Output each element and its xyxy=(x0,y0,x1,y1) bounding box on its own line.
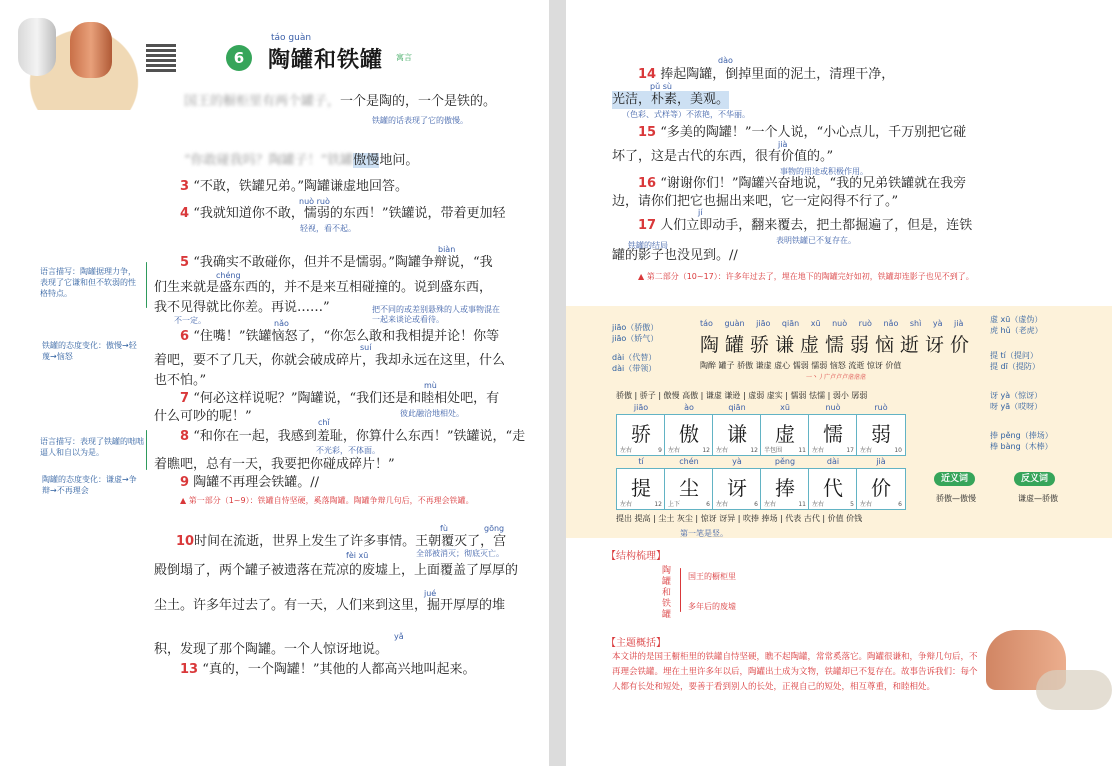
char-pinyin: nuò xyxy=(825,403,841,412)
pinyin-note: mù xyxy=(424,381,437,390)
char-box xyxy=(856,403,906,456)
char-box xyxy=(760,457,810,510)
text-line: 边，请你们把它也掘出来吧，它一定闷得不行了。” xyxy=(612,194,899,209)
char-stroke-count: 9 xyxy=(658,447,662,454)
text-line: 着吧，要不了几天，你就会破成碎片，我却永远在这里，什么 xyxy=(154,353,506,368)
char-stroke-count: 11 xyxy=(798,501,806,508)
char-structure: 左右 xyxy=(620,501,633,508)
side-note: 铁罐的态度变化：傲慢→轻蔑→恼怒 xyxy=(42,341,137,361)
char-stroke-count: 6 xyxy=(706,501,710,508)
char-structure: 左右 xyxy=(716,501,729,508)
text-line: 8 “和你在一起，我感到羞耻，你算什么东西！”铁罐说，“走 xyxy=(180,429,526,444)
char-box xyxy=(712,457,762,510)
char-structure: 左右 xyxy=(716,447,729,454)
text-line: 国王的橱柜里有两个罐子，一个是陶的，一个是铁的。 xyxy=(184,94,497,109)
text-line: 积，发现了那个陶罐。一个人惊讶地说。 xyxy=(154,642,389,657)
annotation: 铁罐的结局 xyxy=(628,241,668,250)
annotation: 把不同的或差别悬殊的人或事物混在一起来谈论或看待。 xyxy=(372,305,500,324)
char-structure: 半包围 xyxy=(764,447,783,454)
annotation: 表明铁罐已不复存在。 xyxy=(776,236,856,245)
structure-item: 国王的橱柜里 xyxy=(688,572,736,581)
char-glyph: 谦 xyxy=(727,422,747,446)
section-summary: ▲ 第一部分（1~9）：铁罐自恃坚硬，奚落陶罐。陶罐争辩几句后，不再理会铁罐。 xyxy=(180,496,474,505)
char-pinyin: yà xyxy=(732,457,742,466)
section-summary: ▲ 第二部分（10~17）：许多年过去了，埋在地下的陶罐完好如初，铁罐却连影子也见不到了。 xyxy=(638,272,974,281)
char-pinyin: xū xyxy=(780,403,790,412)
char-glyph: 讶 xyxy=(727,476,747,500)
text-line: 什么可吵的呢！” xyxy=(154,409,252,424)
annotation: 铁罐的话表现了它的傲慢。 xyxy=(372,116,468,125)
char-structure: 左右 xyxy=(860,501,873,508)
pinyin-note: dào xyxy=(718,56,733,65)
pinyin-note: fèi xū xyxy=(346,551,369,560)
brace xyxy=(146,430,147,470)
char-pinyin: tí xyxy=(638,457,644,466)
text-line: 也不怕。” xyxy=(154,373,207,388)
char-glyph: 弱 xyxy=(871,422,891,446)
char-stroke-count: 10 xyxy=(894,447,902,454)
annotation: 第一笔是竖。 xyxy=(680,529,728,538)
polyphone-right: 捧 pěng（捧场） 棒 bàng（木棒） xyxy=(990,431,1053,451)
pinyin-note: fù xyxy=(440,524,448,533)
annotation: 彼此融洽地相处。 xyxy=(400,409,464,418)
char-stroke-count: 12 xyxy=(702,447,710,454)
char-stroke-count: 12 xyxy=(654,501,662,508)
pinyin-note: jià xyxy=(778,140,788,149)
char-stroke-count: 12 xyxy=(750,447,758,454)
text-line: 9 陶罐不再理会铁罐。// xyxy=(180,475,319,490)
text-line: “你敢碰我吗？陶罐子！”铁罐傲慢地问。 xyxy=(184,153,419,168)
pinyin-note: nuò ruò xyxy=(299,197,330,206)
text-line: 7 “何必这样说呢？”陶罐说，“我们还是和睦相处吧，有 xyxy=(180,391,500,406)
char-glyph: 懦 xyxy=(823,422,843,446)
text-line: 殿倒塌了，两个罐子被遗落在荒凉的废墟上，上面覆盖了厚厚的 xyxy=(154,563,519,578)
text-line: 着瞧吧，总有一天，我要把你碰成碎片！” xyxy=(154,457,395,472)
char-box xyxy=(808,457,858,510)
pinyin-note: gōng xyxy=(484,524,505,533)
text-line: 尘土。许多年过去了。有一天，人们来到这里，掘开厚厚的堆 xyxy=(154,598,506,613)
annotation: 不光彩，不体面。 xyxy=(316,446,380,455)
char-structure: 左右 xyxy=(764,501,777,508)
word-chain: 提出 提高 | 尘土 灰尘 | 惊讶 讶异 | 吹捧 捧场 | 代表 古代 | 价值 价钱 xyxy=(616,514,863,523)
char-line: 陶罐骄谦虚懦弱恼逝讶价 xyxy=(700,334,976,356)
text-line: 13 “真的，一个陶罐！”其他的人都高兴地叫起来。 xyxy=(180,662,476,677)
pinyin-note: suí xyxy=(360,343,372,352)
char-structure: 左右 xyxy=(860,447,873,454)
char-structure: 左右 xyxy=(668,447,681,454)
char-box xyxy=(760,403,810,456)
brace xyxy=(146,262,147,308)
text-line: 罐的影子也没见到。// xyxy=(612,248,738,263)
pinyin-note: chéng xyxy=(216,271,241,280)
char-glyph: 骄 xyxy=(631,422,651,446)
synonym-pair: 骄傲—傲慢 xyxy=(936,494,976,503)
char-stroke-count: 6 xyxy=(898,501,902,508)
stroke-hint: 一丶丿广卢卢卢虐虐虐 xyxy=(806,374,867,381)
char-box xyxy=(712,403,762,456)
side-note: 语言描写：陶罐据理力争，表现了它谦和但不软弱的性格特点。 xyxy=(40,267,136,298)
char-pinyin: dài xyxy=(826,457,840,466)
pinyin-note: chǐ xyxy=(318,418,330,427)
text-line: 坏了，这是古代的东西，很有价值的。” xyxy=(612,149,834,164)
summary-title: 【主题概括】 xyxy=(606,638,666,649)
char-box xyxy=(616,403,666,456)
text-line: 10时间在流逝，世界上发生了许多事情。王朝覆灭了，宫 xyxy=(176,534,507,549)
word-chain: 骄傲 | 骄子 | 傲慢 高傲 | 谦虚 谦逊 | 虚弱 虚实 | 懦弱 怯懦 | 弱小 孱弱 xyxy=(616,391,868,400)
left-page xyxy=(0,0,549,766)
polyphone-right: 提 tí（提问） 提 dī（提防） xyxy=(990,351,1040,371)
structure-item: 多年后的废墟 xyxy=(688,602,736,611)
char-pinyin: qiān xyxy=(728,403,746,412)
char-glyph: 尘 xyxy=(679,476,699,500)
char-box xyxy=(664,457,714,510)
annotation: 不一定。 xyxy=(174,316,206,325)
pinyin-note: jué xyxy=(424,589,437,598)
char-glyph: 捧 xyxy=(775,476,795,500)
text-line: 17 人们立即动手，翻来覆去，把土都掘遍了，但是，连铁 xyxy=(638,218,973,233)
char-structure: 左右 xyxy=(812,501,825,508)
char-pinyin: jiāo xyxy=(633,403,649,412)
char-stroke-count: 17 xyxy=(846,447,854,454)
char-glyph: 代 xyxy=(823,476,843,500)
page-title: 陶罐和铁罐 xyxy=(268,48,384,73)
antonym-tag: 反义词 xyxy=(1014,472,1055,486)
annotation: 事物的用途或积极作用。 xyxy=(780,167,868,176)
text-line: 3 “不敢，铁罐兄弟。”陶罐谦虚地回答。 xyxy=(180,179,408,194)
char-structure: 左右 xyxy=(812,447,825,454)
char-glyph: 价 xyxy=(871,476,891,500)
char-box xyxy=(664,403,714,456)
text-line: 15 “多美的陶罐！”一个人说，“小心点儿，千万别把它碰 xyxy=(638,125,967,140)
char-glyph: 提 xyxy=(631,476,651,500)
qr-code-icon[interactable] xyxy=(146,42,176,72)
antonym-pair: 谦虚—骄傲 xyxy=(1018,494,1058,503)
side-note: 陶罐的态度变化：谦虚→争辩→不再理会 xyxy=(42,475,137,495)
side-note: 语言描写：表现了铁罐的咄咄逼人和自以为是。 xyxy=(40,437,144,457)
char-glyph: 傲 xyxy=(679,422,699,446)
char-glyph: 虚 xyxy=(775,422,795,446)
pinyin-note: biàn xyxy=(438,245,456,254)
char-stroke-count: 11 xyxy=(798,447,806,454)
title-pinyin: táo guàn xyxy=(271,33,312,43)
pinyin-note: pǔ sù xyxy=(650,82,672,91)
synonym-tag: 近义词 xyxy=(934,472,975,486)
annotation: 轻视，看不起。 xyxy=(300,224,356,233)
char-pinyin: chén xyxy=(679,457,699,466)
pinyin-note: yǎ xyxy=(394,632,404,641)
annotation: 全部被消灭；彻底灭亡。 xyxy=(416,549,504,558)
rock-illustration xyxy=(1036,670,1112,710)
annotation: （色彩、式样等）不浓艳，不华丽。 xyxy=(622,110,750,119)
genre-tag: 寓言 xyxy=(396,53,412,62)
clay-jar-illustration xyxy=(70,22,112,78)
polyphone-right: 虚 xū（虚伪） 虎 hǔ（老虎） xyxy=(990,315,1043,335)
text-line: 5 “我确实不敢碰你，但并不是懦弱。”陶罐争辩说，“我 xyxy=(180,255,493,270)
char-pinyin: ào xyxy=(684,403,694,412)
structure-vertical: 陶罐和铁罐 xyxy=(662,566,672,620)
text-line: 16 “谢谢你们！”陶罐兴奋地说，“我的兄弟铁罐就在我旁 xyxy=(638,176,967,191)
char-stroke-count: 5 xyxy=(850,501,854,508)
char-structure: 左右 xyxy=(620,447,633,454)
summary-text: 本文讲的是国王橱柜里的铁罐自恃坚硬，瞧不起陶罐，常常奚落它。陶罐很谦和，争辩几句后，不再理会铁罐。埋在土里许多年以后，陶罐出土成为文物，铁罐却已不复存在。故事告诉我们：每个人都有长处和短处，要善于看到别人的长处，正视自己的短处，相互尊重，和睦相处。 xyxy=(612,652,978,692)
text-line: 我不见得就比你差。再说……” xyxy=(154,300,330,315)
char-pinyin-line: táo guàn jiāo qiān xū nuò ruò nǎo shì yà jià xyxy=(700,319,964,328)
lesson-number: 6 xyxy=(226,45,252,71)
char-structure: 上下 xyxy=(668,501,681,508)
char-stroke-count: 6 xyxy=(754,501,758,508)
char-box xyxy=(856,457,906,510)
text-line: 6 “住嘴！”铁罐恼怒了，“你怎么敢和我相提并论！你等 xyxy=(180,329,500,344)
char-pinyin: ruò xyxy=(874,403,888,412)
polyphone-left: dài（代替） dài（带领） xyxy=(612,353,657,373)
polyphone-left: jiāo（骄傲） jiāo（娇气） xyxy=(612,323,659,343)
text-line: 14 捧起陶罐，倒掉里面的泥土，清理干净， xyxy=(638,67,895,82)
char-words-line: 陶醉 罐子 骄傲 谦虚 虚心 懦弱 懦弱 恼怒 流逝 惊讶 价值 xyxy=(700,361,902,370)
brace xyxy=(680,568,681,612)
polyphone-right: 讶 yà（惊讶） 呀 yā（哎呀） xyxy=(990,391,1043,411)
text-line: 们生来就是盛东西的，并不是来互相碰撞的。说到盛东西， xyxy=(154,280,493,295)
structure-title: 【结构梳理】 xyxy=(606,551,666,562)
pinyin-note: jí xyxy=(698,208,703,217)
char-box xyxy=(616,457,666,510)
text-line: 4 “我就知道你不敢，懦弱的东西！”铁罐说，带着更加轻 xyxy=(180,206,506,221)
text-line: 光洁，朴素，美观。 xyxy=(612,92,730,107)
iron-jar-illustration xyxy=(18,18,56,76)
char-pinyin: jià xyxy=(876,457,886,466)
pinyin-note: nǎo xyxy=(274,319,289,328)
right-page xyxy=(566,0,1112,766)
char-pinyin: pěng xyxy=(774,457,796,466)
char-box xyxy=(808,403,858,456)
